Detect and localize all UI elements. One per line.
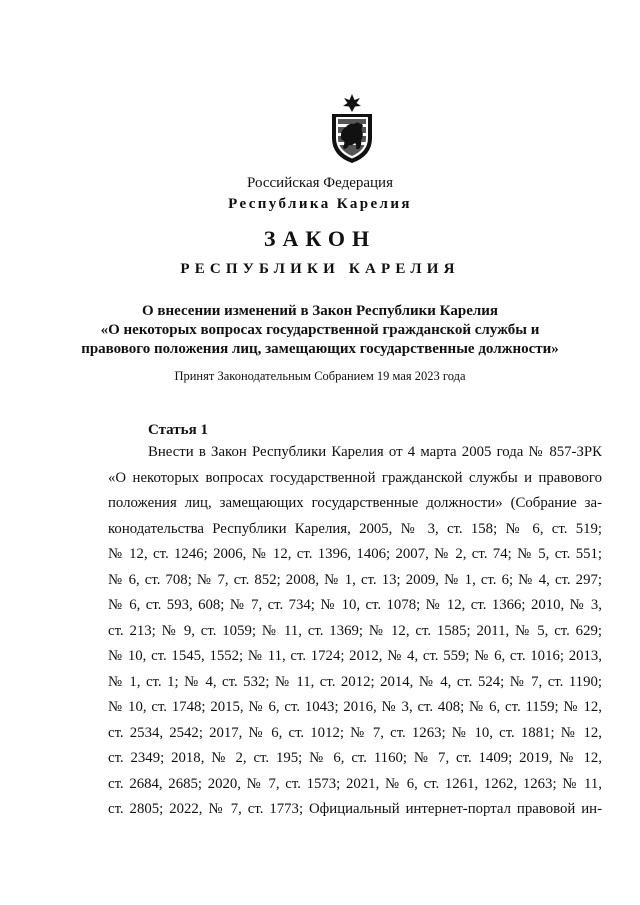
law-title-line-3: правового положения лиц, замещающих государственные должности» [81,341,559,357]
body-line: № 6, ст. 708; № 7, ст. 852; 2008, № 1, ст. 13; 2009, № 1, ст. 6; № 4, ст. 297; [108,571,602,588]
law-title-line-2: «О некоторых вопросах государственной гражданской службы и [100,322,540,338]
body-line: ст. 2684, 2685; 2020, № 7, ст. 1573; 2021, № 6, ст. 1261, 1262, 1263; № 11, [108,775,602,792]
document-type: ЗАКОН [263,226,377,251]
body-line: № 1, ст. 1; № 4, ст. 532; № 11, ст. 2012; 2014, № 4, ст. 524; № 7, ст. 1190; [108,673,602,690]
adoption-note: Принят Законодательным Собранием 19 мая 2023 года [174,369,466,383]
body-line: № 10, ст. 1748; 2015, № 6, ст. 1043; 2016, № 3, ст. 408; № 6, ст. 1159; № 12, [108,699,602,715]
body-line: № 12, ст. 1246; 2006, № 12, ст. 1396, 1406; 2007, № 2, ст. 74; № 5, ст. 551; [108,546,602,562]
body-line: «О некоторых вопросах государственной гражданской службы и правового [108,469,602,486]
body-line: № 6, ст. 593, 608; № 7, ст. 734; № 10, ст. 1078; № 12, ст. 1366; 2010, № 3, [108,597,602,613]
body-line: положения лиц, замещающих государственные должности» (Собрание за- [108,495,602,511]
body-line: ст. 2534, 2542; 2017, № 6, ст. 1012; № 7, ст. 1263; № 10, ст. 1881; № 12, [108,724,602,741]
karelia-coat-of-arms-icon [329,94,375,164]
article-heading: Статья 1 [148,422,208,438]
body-line: Внести в Закон Республики Карелия от 4 марта 2005 года № 857-ЗРК [148,444,602,460]
body-line: № 10, ст. 1545, 1552; № 11, ст. 1724; 2012, № 4, ст. 559; № 6, ст. 1016; 2013, [108,648,602,664]
body-line: ст. 213; № 9, ст. 1059; № 11, ст. 1369; № 12, ст. 1585; 2011, № 5, ст. 629; [108,622,602,639]
body-line: конодательства Республики Карелия, 2005, № 3, ст. 158; № 6, ст. 519; [108,520,602,537]
republic-name: Республика Карелия [228,196,412,212]
body-line: ст. 2805; 2022, № 7, ст. 1773; Официальный интернет-портал правовой ин- [108,801,602,817]
issuer-name: РЕСПУБЛИКИ КАРЕЛИЯ [180,261,460,277]
law-title-line-1: О внесении изменений в Закон Республики Карелия [141,303,499,319]
article-body [108,440,602,823]
body-line: ст. 2349; 2018, № 2, ст. 195; № 6, ст. 1160; № 7, ст. 1409; 2019, № 12, [108,750,602,766]
federation-name: Российская Федерация [247,175,393,191]
